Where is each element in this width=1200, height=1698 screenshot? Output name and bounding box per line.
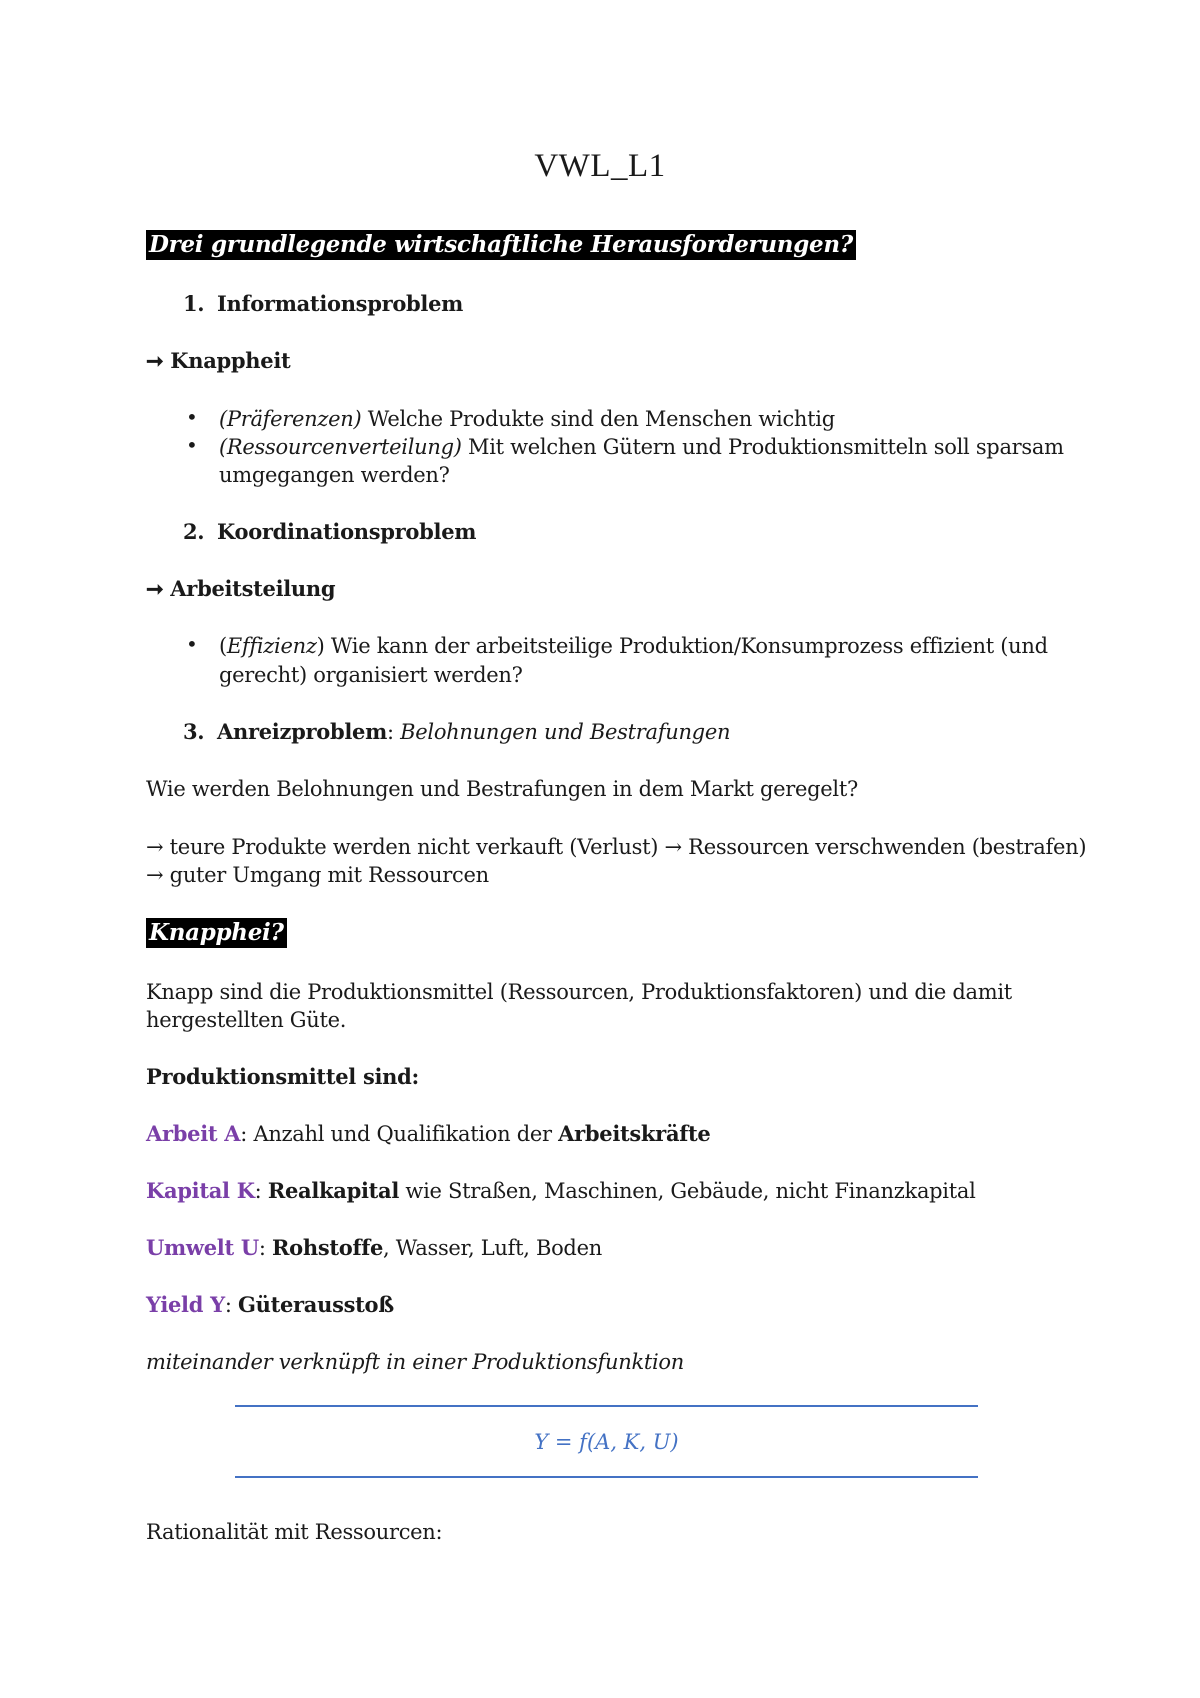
bullet-resource-allocation-cont: umgegangen werden? [219,463,450,487]
list-label: Informationsproblem [217,291,464,316]
list-item-incentive-problem [183,718,730,746]
bullet-italic: Effizienz [226,634,317,658]
list-item-coordination-problem [183,518,476,546]
factor-text: Anzahl und Qualifikation der [253,1122,559,1146]
bullet-text: ) Wie kann der arbeitsteilige Produktion/Konsumprozess effizient (und [316,634,1048,658]
factor-label: Yield Y [146,1292,225,1317]
factor-sep: : [224,1293,238,1317]
factor-rest: wie Straßen, Maschinen, Gebäude, nicht Finanzkapital [399,1179,976,1203]
bullet-icon: • [186,632,198,656]
factor-bold: Arbeitskräfte [558,1121,711,1146]
factor-bold: Rohstoffe [272,1235,384,1260]
factor-bold: Realkapital [267,1178,400,1203]
factor-yield [146,1291,394,1319]
factor-labor [146,1120,710,1148]
factor-sep: : [240,1122,254,1146]
factor-label: Arbeit A [146,1121,241,1146]
section-heading-scarcity [146,918,287,948]
formula-bottom-rule [235,1476,978,1478]
factor-label: Umwelt U [146,1235,259,1260]
list-label: Anreizproblem [217,719,387,744]
arrow-line-2: → guter Umgang mit Ressourcen [146,863,489,887]
bullet-efficiency [219,632,1048,660]
rationality-text: Rationalität mit Ressourcen: [146,1520,443,1544]
bullet-efficiency-cont: gerecht) organisiert werden? [219,663,523,687]
bullet-text: Mit welchen Gütern und Produktionsmitteln soll sparsam [461,435,1064,459]
bullet-preferences [219,405,835,433]
bullet-pre: ( [219,634,227,658]
paragraph-line-2: hergestellten Güte. [146,1008,347,1032]
question-text: Wie werden Belohnungen und Bestrafungen in dem Markt geregelt? [146,777,858,801]
linked-text: miteinander verknüpft in einer Produktionsfunktion [146,1350,685,1374]
heading-box: Drei grundlegende wirtschaftliche Herausforderungen? [146,230,856,260]
section-heading-challenges [146,230,856,260]
bullet-italic: (Präferenzen) [219,407,362,431]
list-item-information-problem [183,290,463,318]
list-number: 1. [183,291,205,316]
document-title: VWL_L1 [534,148,666,184]
factor-sep: : [258,1236,273,1260]
list-separator: : [387,720,401,744]
list-number: 2. [183,519,205,544]
arrow-scarcity: ➞ Knappheit [146,348,291,373]
factor-sep: : [254,1179,268,1203]
bullet-resource-allocation [219,433,1064,461]
factor-environment [146,1234,602,1262]
bullet-italic: (Ressourcenverteilung) [219,435,462,459]
arrow-division-of-labor: ➞ Arbeitsteilung [146,576,336,601]
list-italic: Belohnungen und Bestrafungen [400,720,731,744]
bullet-icon: • [186,405,198,429]
paragraph-line-1: Knapp sind die Produktionsmittel (Ressourcen, Produktionsfaktoren) und die damit [146,980,1012,1004]
list-number: 3. [183,719,205,744]
bullet-icon: • [186,433,198,457]
formula-top-rule [235,1405,978,1407]
production-function-formula: Y = f(A, K, U) [534,1430,679,1454]
list-label: Koordinationsproblem [217,519,477,544]
heading-box: Knapphei? [146,918,287,948]
factor-label: Kapital K [146,1178,255,1203]
arrow-line-1: → teure Produkte werden nicht verkauft (Verlust) → Ressourcen verschwenden (bestrafen) [146,835,1087,859]
sub-heading-production-means: Produktionsmittel sind: [146,1064,419,1089]
factor-rest: , Wasser, Luft, Boden [383,1236,602,1260]
factor-bold: Güterausstoß [237,1292,394,1317]
factor-capital [146,1177,976,1205]
bullet-text: Welche Produkte sind den Menschen wichtig [361,407,835,431]
